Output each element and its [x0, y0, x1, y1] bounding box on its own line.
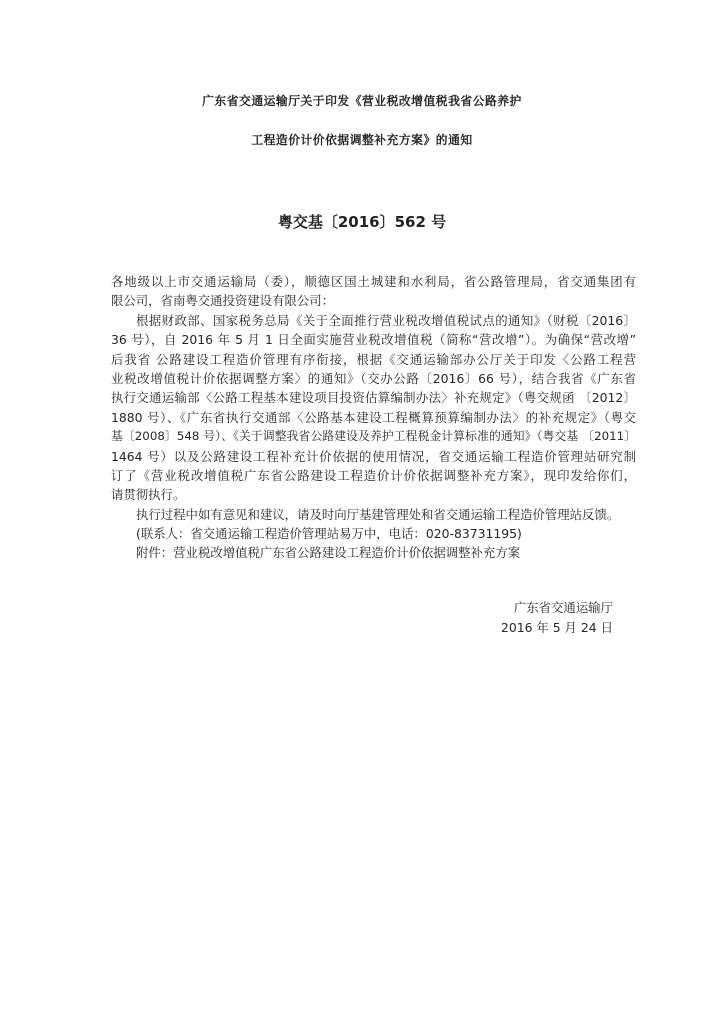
body-paragraph-line: 后我省 公路建设工程造价管理有序衔接，根据《交通运输部办公厅关于印发〈公路工程营 — [111, 351, 636, 367]
feedback-paragraph: 执行过程中如有意见和建议，请及时向厅基建管理处和省交通运输工程造价管理站反馈。 — [136, 506, 620, 522]
body-paragraph-line: 根据财政部、国家税务总局《关于全面推行营业税改增值税试点的通知》（财税〔2016〕 — [136, 312, 636, 328]
signature-organization: 广东省交通运输厅 — [513, 600, 613, 615]
signature-date: 2016 年 5 月 24 日 — [500, 620, 613, 635]
document-title-line-1: 广东省交通运输厅关于印发《营业税改增值税我省公路养护 — [202, 94, 522, 108]
body-paragraph-line: 业税改增值税计价依据调整方案〉的通知》（交办公路〔2016〕66 号），结合我省《广东省 — [111, 370, 636, 386]
body-paragraph-line: 请贯彻执行。 — [111, 487, 186, 503]
addressee-line: 各地级以上市交通运输局（委），顺德区国土城建和水利局，省公路管理局，省交通集团有 — [111, 274, 636, 289]
document-number: 粤交基〔2016〕562 号 — [277, 213, 447, 231]
body-paragraph-line: 订了《营业税改增值税广东省公路建设工程造价计价依据调整补充方案》，现印发给你们， — [111, 467, 636, 483]
contact-line: (联系人：省交通运输工程造价管理站易万中，电话：020-83731195) — [136, 526, 522, 542]
body-paragraph-line: 1880 号）、《广东省执行交通部〈公路基本建设工程概算预算编制办法〉的补充规定》（粤交 — [111, 409, 636, 425]
document-title-line-2: 工程造价计价依据调整补充方案》的通知 — [251, 133, 473, 147]
addressee-line: 限公司，省南粤交通投资建设有限公司： — [111, 293, 335, 309]
body-paragraph-line: 1464 号）以及公路建设工程补充计价依据的使用情况，省交通运输工程造价管理站研究制 — [111, 448, 636, 464]
document-body — [111, 272, 636, 563]
attachment-line: 附件：营业税改增值税广东省公路建设工程造价计价依据调整补充方案 — [136, 545, 521, 561]
body-paragraph-line: 36 号），自 2016 年 5 月 1 日全面实施营业税改增值税（简称“营改增”）。为确保“营改增” — [111, 332, 636, 348]
body-paragraph-line: 基〔2008〕548 号）、《关于调整我省公路建设及养护工程税金计算标准的通知》（粤交基 〔2011〕 — [111, 429, 636, 444]
body-paragraph-line: 执行交通运输部〈公路工程基本建设项目投资估算编制办法〉补充规定》（粤交规函 〔2012〕 — [111, 390, 636, 406]
